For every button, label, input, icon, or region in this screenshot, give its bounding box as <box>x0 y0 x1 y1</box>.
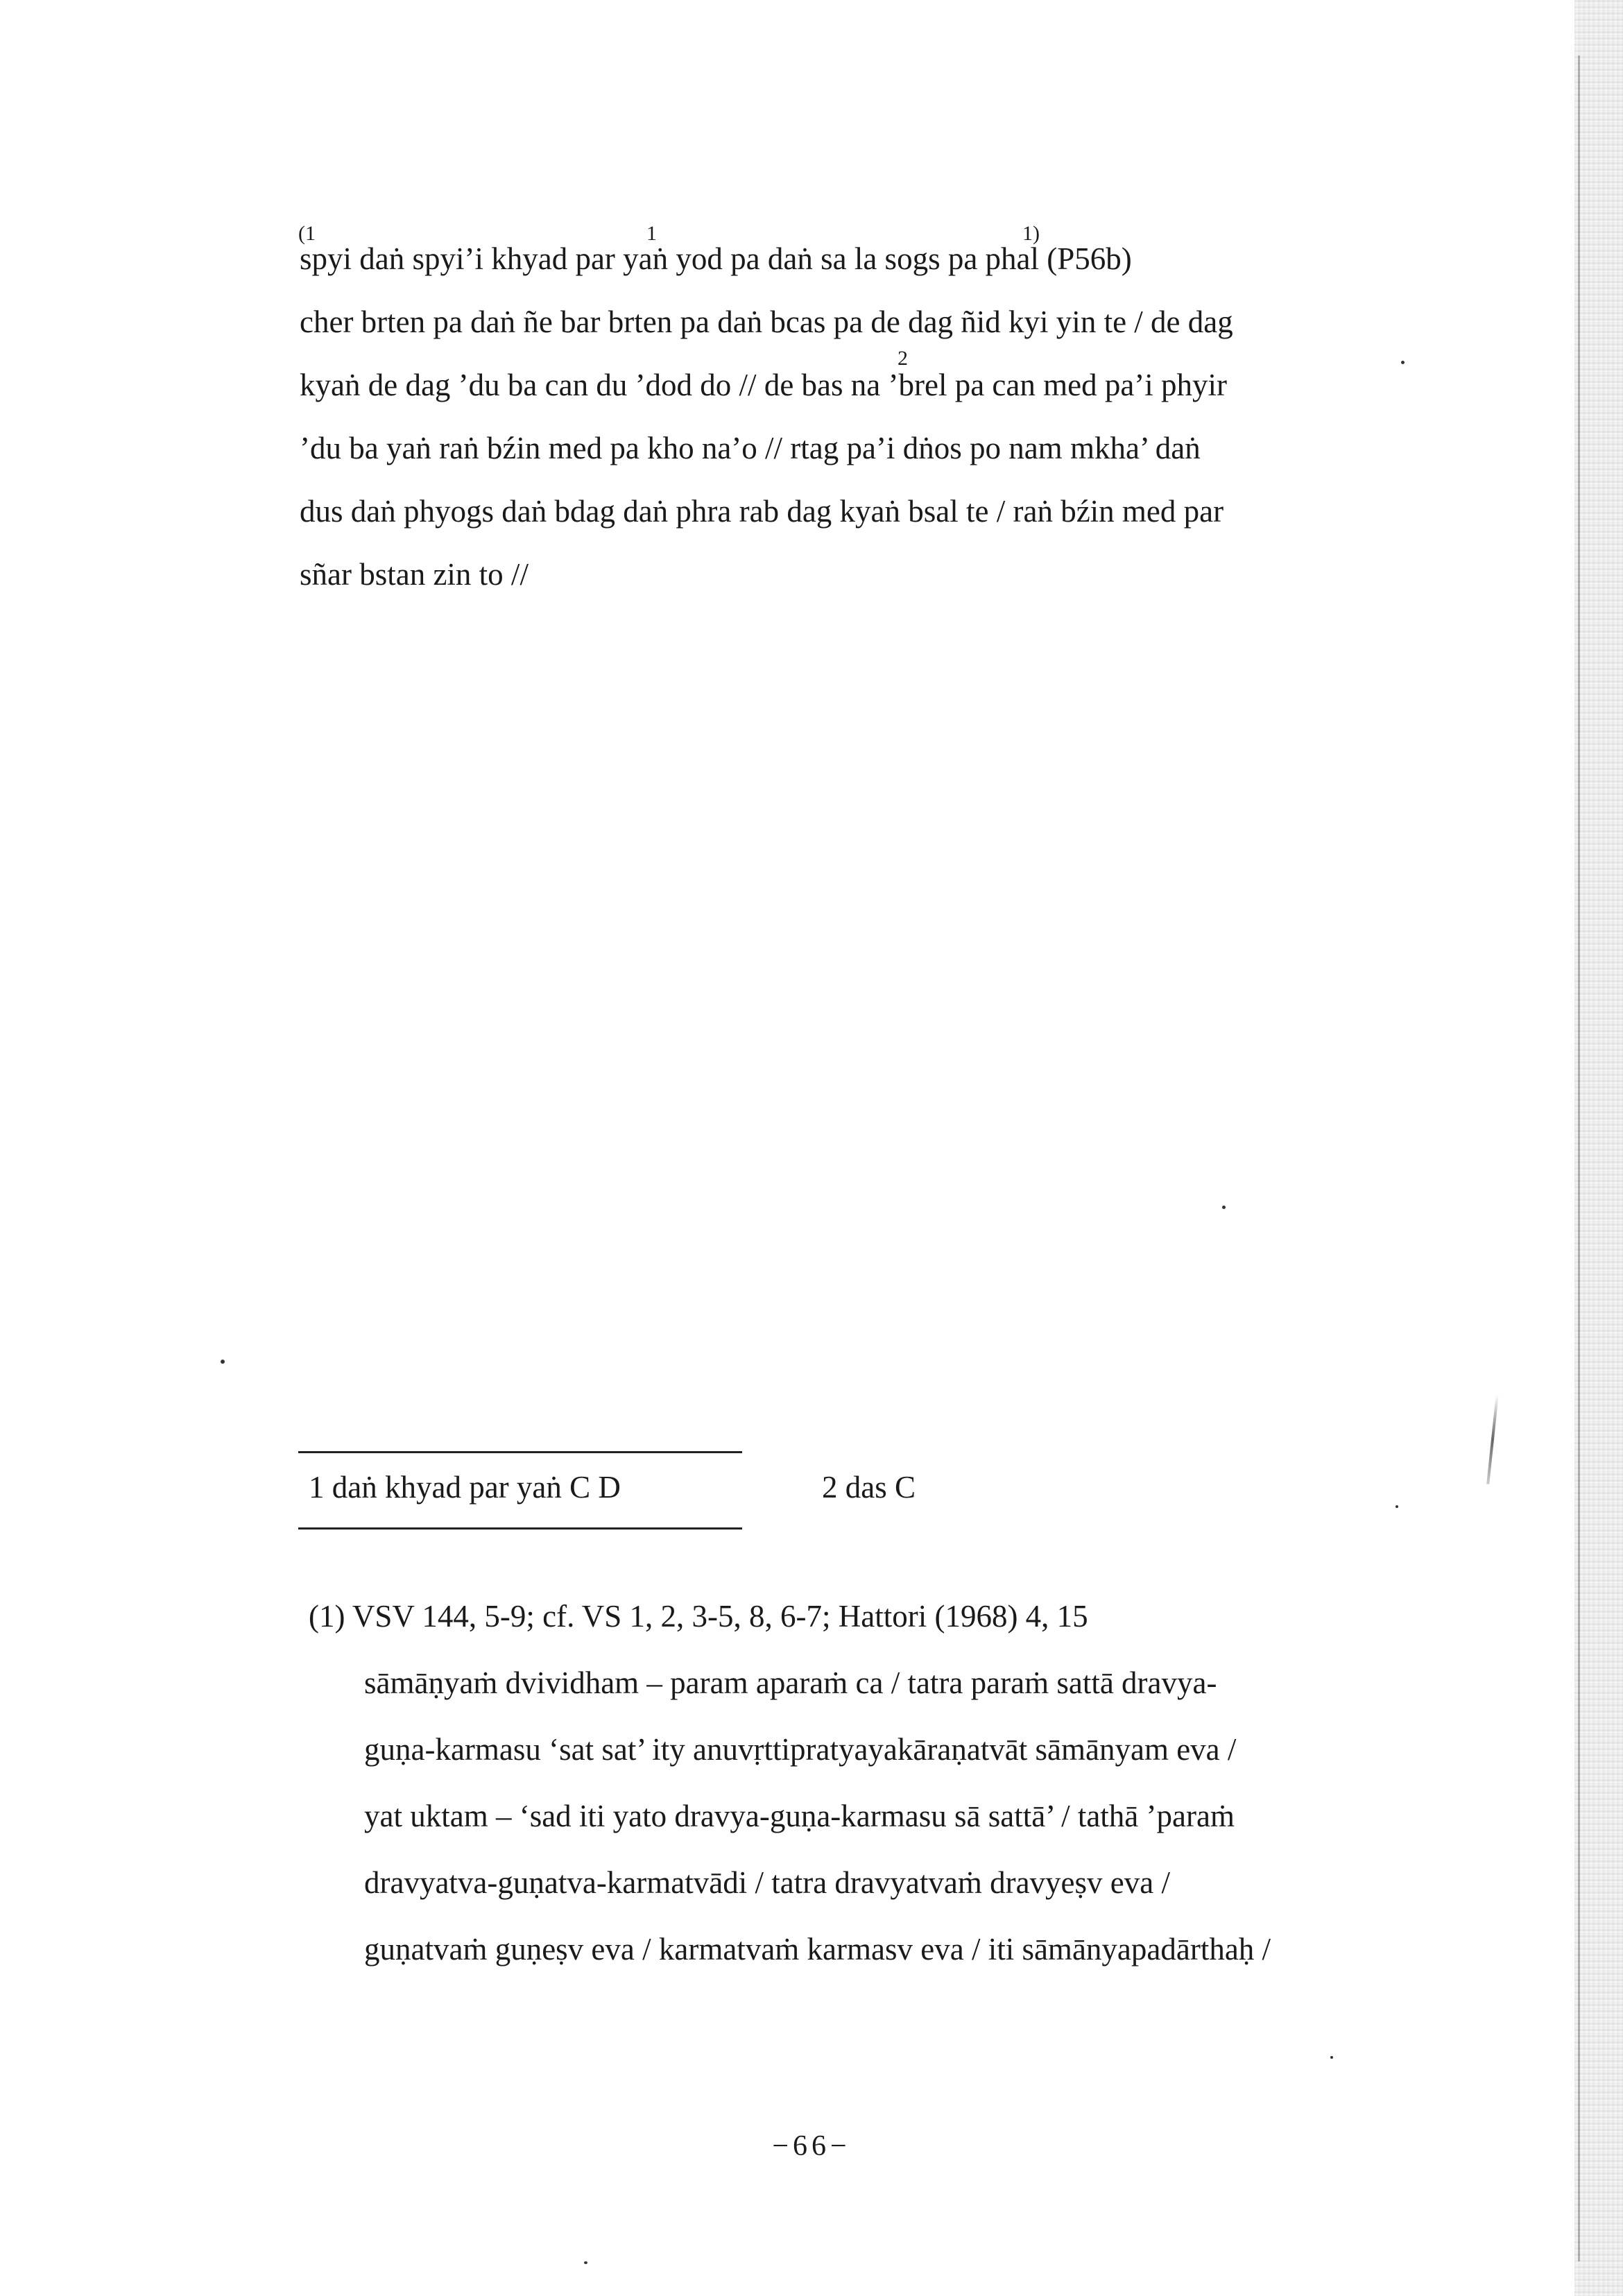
margin-pencil-mark <box>1486 1394 1499 1484</box>
passage-open-marker: (1 <box>298 222 316 245</box>
main-line-3-text: kyaṅ de dag ’du ba can du ’dod do // de bas na ’brel pa can med pa’i phyir <box>300 368 1228 402</box>
variant-1: 1 daṅ khyad par yaṅ C D <box>309 1470 621 1505</box>
main-line-5: dus daṅ phyogs daṅ bdag daṅ phra rab dag kyaṅ bsal te / raṅ bźin med par <box>300 494 1224 529</box>
scan-speck <box>1401 361 1405 364</box>
note-1-line-3: yat uktam – ‘sad iti yato dravya-guṇa-karmasu sā sattā’ / tathā ’paraṁ <box>364 1799 1235 1833</box>
variant-2: 2 das C <box>822 1470 916 1505</box>
note-1-head: (1) VSV 144, 5-9; cf. VS 1, 2, 3-5, 8, 6-7; Hattori (1968) 4, 15 <box>309 1599 1088 1634</box>
note-1-line-5: guṇatvaṁ guṇeṣv eva / karmatvaṁ karmasv eva / iti sāmānyapadārthaḥ / <box>364 1932 1271 1967</box>
main-line-4: ’du ba yaṅ raṅ bźin med pa kho na’o // rtag pa’i dṅos po nam mkha’ daṅ <box>300 431 1201 465</box>
main-line-2: cher brten pa daṅ ñe bar brten pa daṅ bcas pa de dag ñid kyi yin te / de dag <box>300 305 1233 339</box>
main-line-1 <box>298 222 1409 291</box>
scan-speck <box>221 1360 225 1364</box>
note-1-line-1: sāmāṇyaṁ dvividham – param aparaṁ ca / tatra paraṁ sattā dravya- <box>364 1665 1217 1700</box>
variant-apparatus <box>309 1466 916 1508</box>
main-text-block <box>298 222 1409 606</box>
main-line-6: sñar bstan zin to // <box>300 557 529 592</box>
scan-speck <box>1330 2056 1333 2059</box>
apparatus-rule-top <box>298 1451 742 1453</box>
scan-speck <box>1396 1505 1398 1508</box>
main-line-3 <box>300 347 1409 417</box>
page-number: −66− <box>772 2130 851 2162</box>
apparatus-rule-bottom <box>298 1527 742 1530</box>
note-1-line-2: guṇa-karmasu ‘sat sat’ ity anuvṛttipratyayakāraṇatvāt sāmānyam eva / <box>364 1732 1237 1767</box>
footnote-ref-1: 1 <box>646 222 657 245</box>
footnote-ref-2: 2 <box>898 347 908 370</box>
note-1-line-4: dravyatva-guṇatva-karmatvādi / tatra dravyatvaṁ dravyeṣv eva / <box>364 1865 1170 1900</box>
passage-close-marker: 1) <box>1022 222 1040 245</box>
main-line-1-text: spyi daṅ spyi’i khyad par yaṅ yod pa daṅ sa la sogs pa phal (P56b) <box>300 241 1132 276</box>
scan-edge-noise <box>1574 0 1623 2296</box>
scan-speck <box>584 2261 587 2264</box>
scan-edge-line <box>1578 55 1580 2261</box>
scan-speck <box>1222 1206 1226 1209</box>
source-notes <box>309 1583 1418 1982</box>
